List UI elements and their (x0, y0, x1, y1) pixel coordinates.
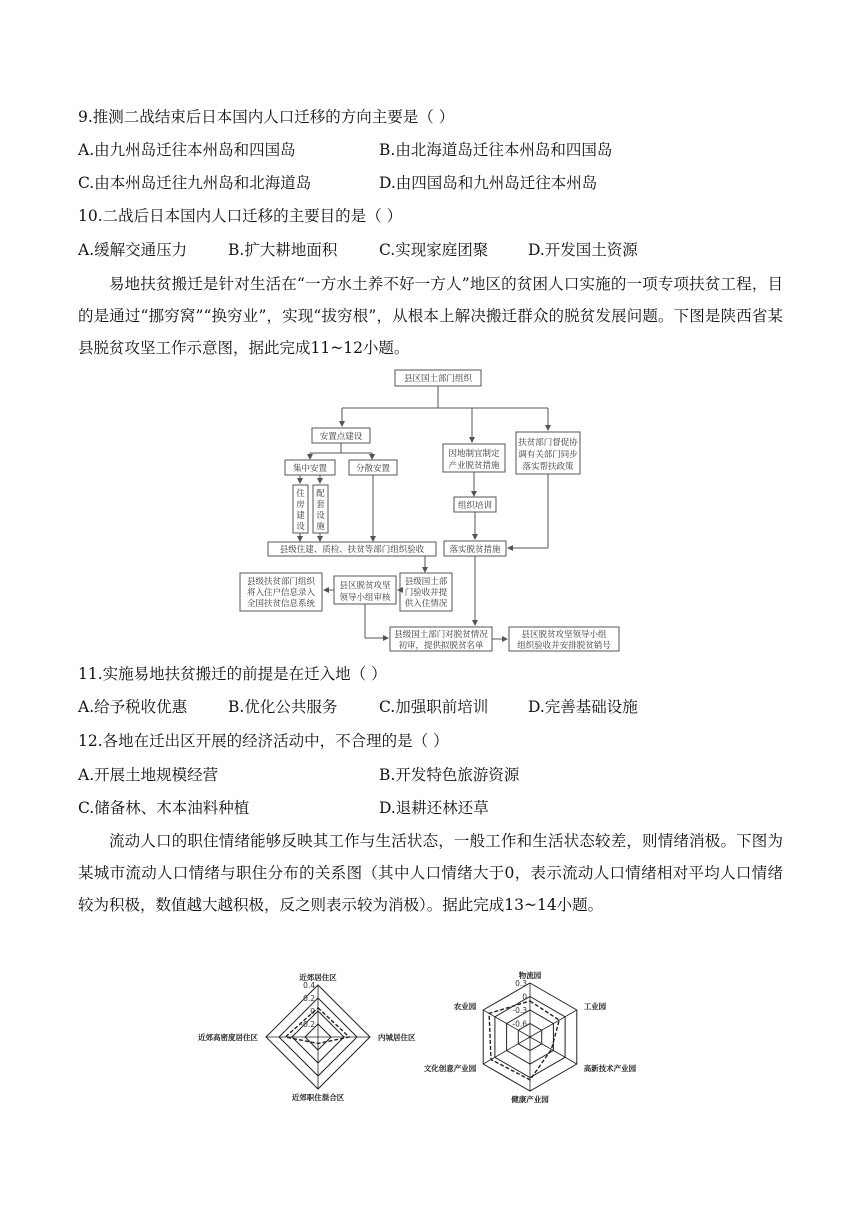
q11-option-c: C.加强职前培训 (379, 698, 489, 716)
fc-text-peitao-4: 施 (316, 522, 325, 532)
radar-axis-label: 健康产业园 (511, 1095, 549, 1104)
fc-text-xjfupin-2: 将入住户信息录入 (246, 588, 316, 598)
radar-axis-label: 农业园 (453, 1002, 477, 1011)
q12-option-c: C.储备林、木本油料种植 (78, 799, 250, 817)
fc-text-zhufang-2: 房 (296, 500, 305, 510)
fc-text-zhufang-1: 住 (296, 489, 305, 499)
fc-text-xqshenhe-1: 县区脱贫攻坚 (339, 581, 391, 591)
fc-text-yanshou: 县级住建、质检、扶贫等部门组织验收 (279, 545, 425, 555)
radar-tick-label: -0.3 (512, 1006, 527, 1015)
fc-text-xjfupin-3: 全国扶贫信息系统 (246, 599, 316, 609)
fc-text-xqshenhe-2: 领导小组审核 (339, 593, 391, 603)
q10-stem: 10.二战后日本国内人口迁移的主要目的是（ ） (78, 207, 403, 225)
fc-text-zhufang-4: 设 (296, 522, 305, 532)
q11-option-a: A.给予税收优惠 (78, 698, 188, 716)
q9-option-a: A.由九州岛迁往本州岛和四国岛 (78, 141, 296, 159)
radar-axis-label: 文化创意产业园 (423, 1064, 477, 1073)
fc-text-xiaohao-1: 县区脱贫攻坚领导小组 (521, 630, 607, 640)
intro-paragraph-2: 流动人口的职住情绪能够反映其工作与生活状态，一般工作和生活状态较差，则情绪消极。下图为某城市流动人口情绪与职住分布的关系图（其中人口情绪大于0，表示流动人口情绪相对平均人口情绪较为积极，数值越大越积极，反之则表示较为消极）。据此完成13~14小题。 (78, 832, 783, 914)
radar-axis-label: 物流园 (518, 971, 542, 980)
q11-option-b: B.优化公共服务 (228, 698, 338, 716)
q12-option-a: A.开展土地规模经营 (78, 766, 219, 784)
fc-text-luoshi: 落实脱贫措施 (449, 545, 501, 555)
fc-text-xiaohao-2: 组织验收并安排脱贫销号 (517, 641, 611, 651)
fc-text-anzhi: 安置点建设 (319, 432, 363, 442)
q12-option-d: D.退耕还林还草 (379, 799, 489, 817)
radar-axis-label: 工业园 (583, 1002, 607, 1011)
fc-text-zuzhi: 组织培训 (457, 501, 493, 511)
q10-option-d: D.开发国土资源 (528, 241, 638, 259)
fc-text-jizhong: 集中安置 (292, 464, 328, 474)
q12-option-b: B.开发特色旅游资源 (379, 766, 520, 784)
q10-option-c: C.实现家庭团聚 (379, 241, 489, 259)
radar-tick-label: 0.3 (515, 979, 527, 988)
fc-text-chushen-2: 初审，提供拟脱贫名单 (398, 641, 484, 651)
q9-option-d: D.由四国岛和九州岛迁往本州岛 (379, 174, 598, 192)
radar-tick-label: 0 (310, 1007, 315, 1016)
radar-chart-industrial (423, 965, 645, 1110)
intro-paragraph-1: 易地扶贫搬迁是针对生活在“一方水土养不好一方人”地区的贫困人口实施的一项专项扶贫工程，目的是通过“挪穷窝”“换穷业”，实现“拔穷根”，从根本上解决搬迁群众的脱贫发展问题。下图是陕西省某县脱贫攻坚工作示意图，据此完成11~12小题。 (78, 275, 783, 357)
radar-tick-label: 0.2 (303, 994, 315, 1003)
fc-text-yindi-2: 产业脱贫措施 (448, 461, 500, 471)
fc-text-xjguotu-3: 供入住情况 (404, 599, 448, 609)
radar-axis-label: 内城居住区 (378, 1033, 416, 1042)
radar-tick-label: 0 (522, 992, 527, 1002)
fc-text-zhufang-3: 建 (296, 511, 305, 521)
fc-text-fupin-1: 扶贫部门督促协 (518, 438, 578, 448)
fc-text-peitao-2: 套 (316, 500, 325, 510)
fc-text-xjguotu-1: 县级国土部 (404, 577, 448, 587)
fc-text-peitao-3: 设 (316, 511, 325, 521)
q11-stem: 11.实施易地扶贫搬迁的前提是在迁入地（ ） (78, 665, 387, 683)
fc-text-yindi-1: 因地制宜制定 (448, 449, 500, 459)
radar-tick-label: -0.6 (512, 1019, 527, 1029)
radar-data-series (286, 1008, 350, 1044)
q11-option-d: D.完善基础设施 (528, 698, 638, 716)
fc-text-fupin-2: 调有关部门同步 (518, 450, 578, 460)
q12-stem: 12.各地在迁出区开展的经济活动中，不合理的是（ ） (78, 732, 449, 750)
fc-text-xjfupin-1: 县级扶贫部门组织 (246, 577, 316, 587)
radar-tick-label: -0.2 (300, 1020, 315, 1029)
radar-axis-label: 近郊居住区 (299, 973, 337, 982)
fc-text-peitao-1: 配 (316, 489, 325, 499)
q9-stem: 9.推测二战结束后日本国内人口迁移的方向主要是（ ） (78, 108, 455, 126)
fc-text-top: 县区国土部门组织 (403, 374, 473, 384)
radar-axis-label: 高新技术产业园 (583, 1064, 637, 1073)
fc-text-fupin-3: 落实帮扶政策 (522, 462, 574, 472)
fc-text-chushen-1: 县级国土部门对脱贫情况 (394, 630, 488, 640)
fc-text-xjguotu-2: 门验收并提 (404, 588, 448, 598)
q9-option-b: B.由北海道岛迁往本州岛和四国岛 (379, 141, 613, 159)
q10-option-a: A.缓解交通压力 (78, 241, 188, 259)
radar-axis-label: 近郊高密度居住区 (198, 1033, 258, 1042)
q10-option-b: B.扩大耕地面积 (228, 241, 338, 259)
radar-tick-label: 0.4 (303, 981, 315, 990)
radar-axis-label: 近郊职住混合区 (291, 1093, 345, 1102)
q9-option-c: C.由本州岛迁往九州岛和北海道岛 (78, 174, 312, 192)
poverty-alleviation-flowchart (230, 368, 630, 653)
radar-chart-residential (198, 965, 430, 1110)
fc-text-fensan: 分散安置 (355, 464, 391, 474)
